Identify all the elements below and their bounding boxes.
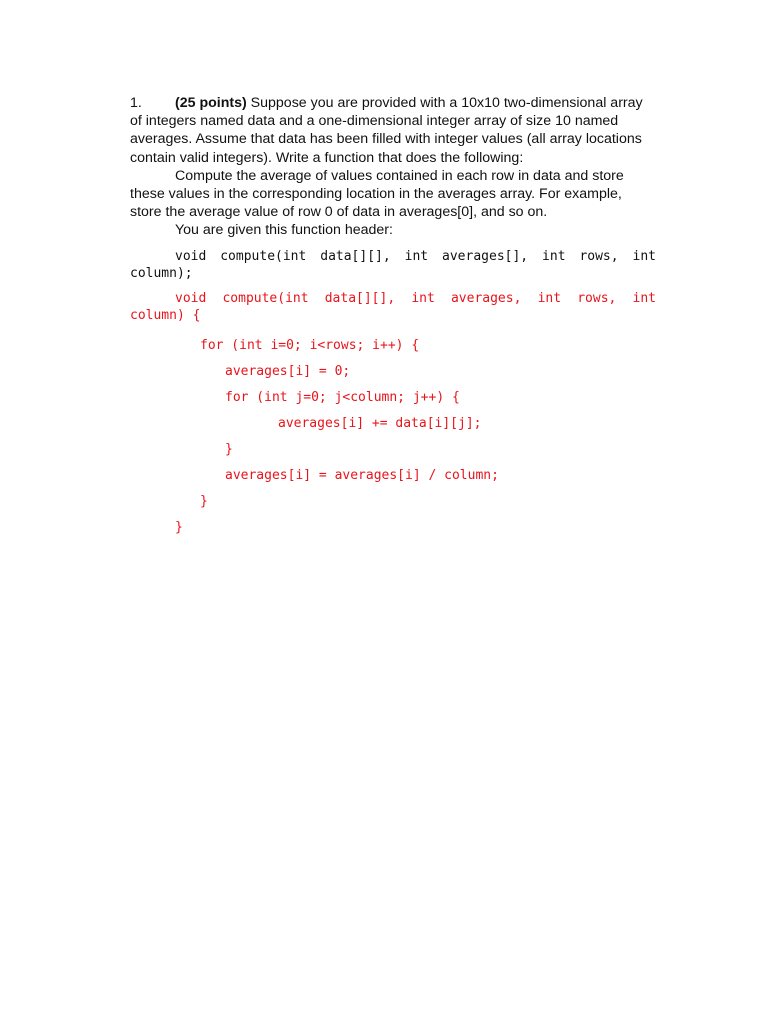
answer-code-line: averages[i] = 0; — [225, 363, 351, 379]
answer-code-line: for (int i=0; i<rows; i++) { — [200, 337, 420, 353]
answer-code-line: averages[i] += data[i][j]; — [278, 415, 482, 431]
answer-code-line: } — [175, 519, 183, 535]
answer-code-block — [130, 290, 656, 541]
question-points: (25 points) — [175, 95, 247, 111]
question-intro: Suppose you are provided with a 10x10 two-dimensional array of integers named data and a one-dimensional integer array of size 10 named averages. Assume that data has been filled with integer values (all array locations contain valid integers). Write a function that does the following: — [130, 95, 643, 166]
question-task: Compute the average of values contained in each row in data and store these values in the corresponding location in the averages array. For example, store the average value of row 0 of data in averages[0], and so on. — [130, 167, 624, 221]
question-number: 1. — [130, 95, 142, 111]
question-block — [130, 94, 656, 541]
answer-code-line: for (int j=0; j<column; j++) { — [225, 389, 460, 405]
answer-code-line: averages[i] = averages[i] / column; — [225, 467, 499, 483]
function-header-code: void compute(int data[][], int averages[], int rows, int column); — [130, 248, 656, 282]
answer-code-line: } — [200, 493, 208, 509]
question-paragraph — [130, 94, 656, 167]
question-given: You are given this function header: — [175, 222, 393, 239]
answer-signature: void compute(int data[][], int averages, int rows, int column) { — [130, 290, 656, 324]
answer-code-line: } — [225, 441, 233, 457]
